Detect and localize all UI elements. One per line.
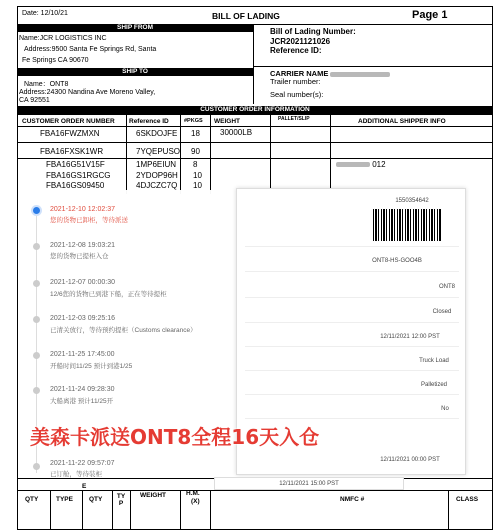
facility: ONT8	[438, 284, 455, 290]
bottom-qty-2: QTY	[89, 496, 103, 503]
event-description: 您的货物已提柜入仓	[50, 253, 109, 260]
trailer-number-label: Trailer number:	[270, 77, 321, 86]
order-number: FBA16G51V15F	[46, 160, 105, 169]
barcode-image	[373, 209, 441, 241]
event-time: 2021-12-08 19:03:21	[50, 242, 115, 249]
event-time: 2021-11-25 17:45:00	[50, 351, 115, 358]
ship-to-header: SHIP TO	[17, 68, 253, 76]
secondary-date: 12/11/2021 00:00 PST	[380, 457, 440, 463]
document-title: BILL OF LADING	[212, 11, 280, 21]
carrier-name-label: CARRIER NAME	[270, 69, 390, 78]
event-description: 已订舱，等待装柜	[50, 471, 102, 478]
bottom-e-letter: E	[82, 483, 87, 490]
ship-from-address-2: Fe Springs CA 90670	[22, 57, 89, 64]
bol-number-label: Bill of Lading Number:	[270, 27, 356, 36]
event-description: 开船时间11/25 预计到港1/25	[50, 363, 133, 370]
col-weight: WEIGHT	[214, 118, 240, 125]
order-ref: 4DJCZC7Q	[136, 181, 178, 190]
bottom-type-1: TYPE	[56, 496, 73, 503]
order-weight: 30000LB	[220, 128, 253, 137]
event-description: 12/6您的货物已到港下船，正在等待提柜	[50, 291, 167, 298]
load-type: Truck Load	[419, 358, 449, 364]
bol-number: JCR2021121026	[270, 37, 331, 46]
ship-to-address-2: CA 92551	[19, 97, 50, 104]
order-pkgs: 90	[191, 147, 200, 156]
destination-code: ONT8-HS-GOO4B	[372, 258, 422, 264]
redacted-info	[336, 162, 370, 167]
order-pkgs: 18	[191, 129, 200, 138]
order-ref: 7YQEPUSO	[136, 147, 181, 156]
order-ref: 2YDOP96H	[136, 171, 178, 180]
event-time: 2021-12-03 09:25:16	[50, 315, 115, 322]
customer-order-header: CUSTOMER ORDER INFORMATION	[17, 106, 493, 114]
answer-value: No	[441, 406, 449, 412]
ship-to-name: Name：ONT8	[24, 81, 69, 88]
col-order-number: CUSTOMER ORDER NUMBER	[22, 118, 115, 125]
order-ref: 1MP6EIUN	[136, 160, 177, 169]
redacted-carrier	[330, 72, 390, 77]
timeline-dot	[33, 352, 40, 359]
bottom-class: CLASS	[456, 496, 479, 503]
event-description: 大船离港 预计11/25开	[50, 398, 114, 405]
event-time: 2021-12-10 12:02:37	[50, 206, 115, 213]
order-pkgs: 8	[193, 160, 198, 169]
bottom-hm-x: (X)	[191, 498, 200, 505]
order-number: FBA16FXSK1WR	[40, 147, 104, 156]
palletized-label: Palletized	[420, 382, 447, 388]
timeline-dot	[33, 316, 40, 323]
shipment-status: Closed	[432, 309, 452, 315]
order-pkgs: 10	[193, 171, 202, 180]
bottom-qty-1: QTY	[25, 496, 39, 503]
event-time: 2021-11-24 09:28:30	[50, 386, 115, 393]
bottom-weight: WEIGHT	[140, 492, 166, 499]
bottom-hm: H.M.	[186, 490, 200, 497]
overlay-caption: 美森卡派送ONT8全程16天入仓	[30, 425, 320, 449]
bottom-nmfc: NMFC #	[340, 496, 365, 503]
reference-id-label: Reference ID:	[270, 46, 322, 55]
appointment-date: 12/11/2021 12:00 PST	[380, 334, 440, 340]
event-description: 已清关放行，等待预约提柜（Customs clearance）	[50, 327, 197, 334]
event-time: 2021-12-07 00:00:30	[50, 279, 115, 286]
document-date: Date: 12/10/21	[22, 10, 68, 17]
timeline-dot	[33, 243, 40, 250]
shipment-id: 1550354642	[395, 198, 429, 204]
order-number: FBA16GS1RGCG	[46, 171, 111, 180]
col-pallet-slip: PALLET/SLIP	[278, 116, 310, 122]
order-pkgs: 10	[193, 181, 202, 190]
page-number: Page 1	[412, 9, 448, 21]
ship-from-name: Name:JCR LOGISTICS INC	[19, 35, 107, 42]
order-number: FBA16FWZMXN	[40, 129, 100, 138]
timeline-dot-active	[33, 207, 40, 214]
seal-number-label: Seal number(s):	[270, 90, 324, 99]
event-description: 您的货物已卸柜，等待派送	[50, 217, 128, 224]
ship-from-header: SHIP FROM	[17, 24, 253, 32]
order-extra: 012	[336, 160, 386, 169]
timeline-dot	[33, 387, 40, 394]
order-ref: 6SKDOJFE	[136, 129, 178, 138]
ship-to-address-1: Address:24300 Nandina Ave Moreno Valley,	[19, 89, 156, 96]
timeline-dot	[33, 463, 40, 470]
col-pkgs: #PKGS	[184, 118, 203, 124]
timeline-dot	[33, 280, 40, 287]
ship-from-address-1: Address:9500 Santa Fe Springs Rd, Santa	[24, 46, 157, 53]
event-time: 2021-11-22 09:57:07	[50, 460, 115, 467]
col-reference-id: Reference ID	[129, 118, 169, 125]
order-number: FBA16GS09450	[46, 181, 105, 190]
bottom-type-2: TYP	[116, 493, 126, 507]
delivery-date: 12/11/2021 15:00 PST	[214, 477, 404, 490]
col-additional-info: ADDITIONAL SHIPPER INFO	[358, 118, 446, 125]
